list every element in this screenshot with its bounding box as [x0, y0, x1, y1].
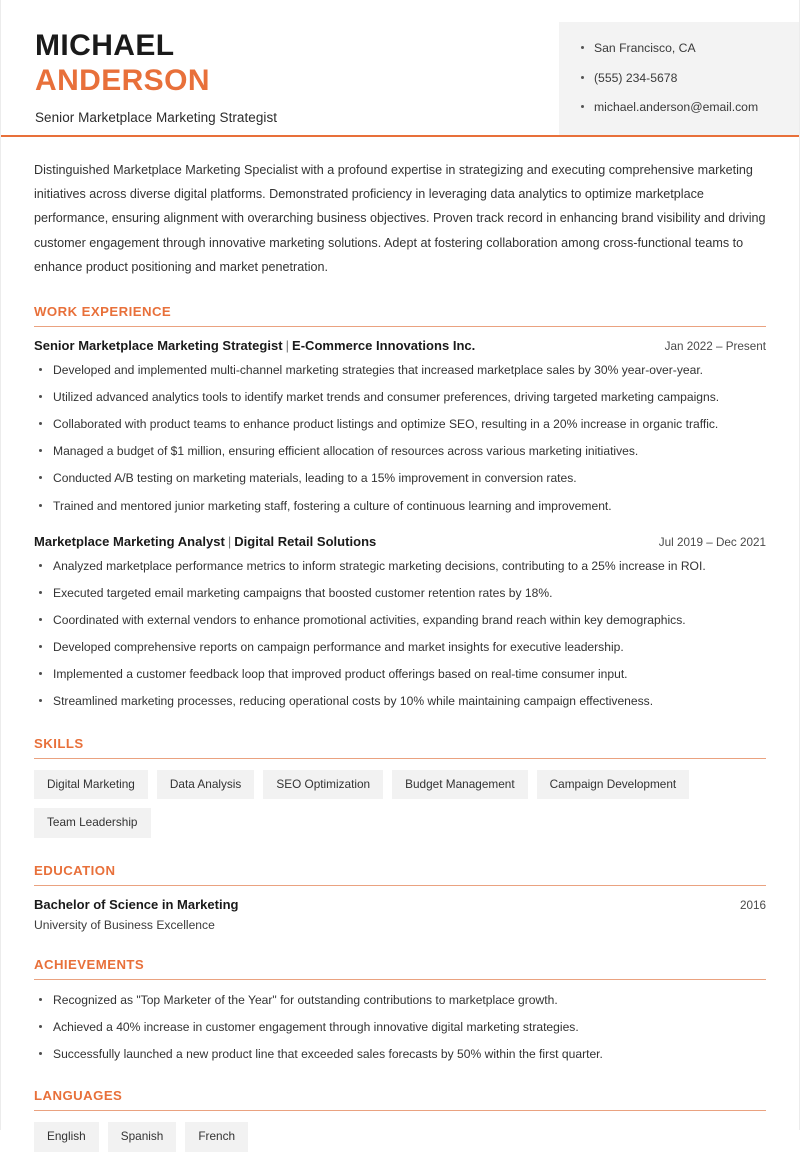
language-chip: French	[185, 1122, 248, 1152]
achievements-bullets	[34, 991, 766, 1063]
bullet-dot-icon	[39, 449, 42, 452]
experience-bullets	[34, 361, 766, 515]
list-item	[34, 361, 766, 379]
section-title-skills: SKILLS	[34, 735, 84, 751]
list-item	[34, 469, 766, 487]
section-achievements	[34, 957, 766, 1063]
experience-date: Jul 2019 – Dec 2021	[658, 535, 766, 549]
bullet-text: Streamlined marketing processes, reducing operational costs by 10% while maintaining campaign effectiveness.	[53, 694, 654, 709]
language-chip: English	[34, 1122, 99, 1152]
experience-role: Marketplace Marketing Analyst	[34, 533, 225, 549]
title-separator: |	[285, 337, 289, 353]
education-entry-header	[34, 897, 766, 912]
bullet-text: Coordinated with external vendors to enhance promotional activities, expanding brand reach within key demographics.	[53, 612, 686, 627]
bullet-text: Developed comprehensive reports on campaign performance and market insights for executive leadership.	[53, 640, 624, 655]
section-languages	[34, 1088, 766, 1152]
bullet-dot-icon	[39, 476, 42, 479]
list-item	[34, 611, 766, 629]
skill-chip: SEO Optimization	[263, 770, 383, 800]
experience-role: Senior Marketplace Marketing Strategist	[34, 337, 283, 353]
contact-location-text: San Francisco, CA	[594, 41, 696, 55]
bullet-dot-icon	[39, 998, 42, 1001]
resume-body	[1, 158, 799, 1152]
experience-entry-header	[34, 338, 766, 353]
bullet-dot-icon	[39, 395, 42, 398]
list-item	[34, 1045, 766, 1063]
bullet-text: Collaborated with product teams to enhance product listings and optimize SEO, resulting in a 20% increase in organic traffic.	[53, 417, 719, 432]
education-entry	[34, 897, 766, 932]
list-item	[34, 584, 766, 602]
bullet-dot-icon	[581, 46, 584, 49]
bullet-text: Utilized advanced analytics tools to identify market trends and consumer preferences, driving targeted marketing campaigns.	[53, 390, 720, 404]
bullet-text: Trained and mentored junior marketing staff, fostering a culture of continuous learning and improvement.	[53, 498, 612, 513]
list-item	[34, 415, 766, 433]
resume-header	[1, 0, 799, 135]
bullet-text: Executed targeted email marketing campaigns that boosted customer retention rates by 18%.	[53, 585, 553, 600]
bullet-text: Conducted A/B testing on marketing materials, leading to a 15% improvement in conversion rates.	[53, 471, 577, 486]
list-item	[34, 1018, 766, 1036]
header-divider	[1, 135, 799, 137]
bullet-text: Successfully launched a new product line that exceeded sales forecasts by 50% within the first quarter.	[53, 1046, 603, 1061]
bullet-text: Analyzed marketplace performance metrics to inform strategic marketing decisions, contributing to a 25% increase in ROI.	[53, 558, 706, 573]
header-identity	[1, 22, 277, 125]
contact-info-box	[559, 22, 799, 135]
list-item	[34, 638, 766, 656]
section-divider	[34, 758, 766, 759]
list-item	[34, 692, 766, 710]
languages-chip-list	[34, 1122, 766, 1152]
section-divider	[34, 1110, 766, 1111]
skill-chip: Team Leadership	[34, 808, 151, 838]
contact-email-text: michael.anderson@email.com	[594, 100, 759, 115]
list-item	[34, 991, 766, 1009]
section-title-work-experience: WORK EXPERIENCE	[34, 303, 172, 319]
bullet-dot-icon	[39, 368, 42, 371]
contact-phone[interactable]	[581, 70, 799, 88]
contact-email[interactable]	[581, 99, 799, 117]
skill-chip: Budget Management	[392, 770, 528, 800]
professional-title: Senior Marketplace Marketing Strategist	[35, 109, 278, 125]
bullet-dot-icon	[39, 618, 42, 621]
list-item	[34, 497, 766, 515]
bullet-dot-icon	[581, 105, 584, 108]
section-skills	[34, 736, 766, 838]
contact-location	[581, 40, 799, 58]
section-education	[34, 863, 766, 932]
experience-company: E-Commerce Innovations Inc.	[292, 337, 476, 353]
bullet-text: Implemented a customer feedback loop that improved product offerings based on real-time consumer input.	[53, 667, 628, 682]
list-item	[34, 388, 766, 406]
education-school: University of Business Excellence	[34, 917, 215, 932]
bullet-text: Achieved a 40% increase in customer engagement through innovative digital marketing strategies.	[53, 1019, 579, 1034]
bullet-dot-icon	[39, 504, 42, 507]
education-year: 2016	[739, 898, 766, 912]
last-name: ANDERSON	[35, 64, 210, 98]
skill-chip: Data Analysis	[157, 770, 254, 800]
section-divider	[34, 326, 766, 327]
education-degree: Bachelor of Science in Marketing	[34, 896, 239, 912]
title-separator: |	[227, 533, 232, 549]
experience-entry	[34, 534, 766, 711]
list-item	[34, 665, 766, 683]
bullet-text: Managed a budget of $1 million, ensuring efficient allocation of resources across various marketing initiatives.	[53, 444, 639, 459]
language-chip: Spanish	[108, 1122, 177, 1152]
professional-summary: Distinguished Marketplace Marketing Specialist with a profound expertise in strategizing and executing comprehensive marketing initiatives across diverse digital platforms. Demonstrated proficiency in leveraging data analytics to optimize marketplace performance, ensuring alignment with overarching business objectives. Proven track record in enhancing brand visibility and driving customer engagement through innovative marketing solutions. Adept at fostering collaboration among cross-functional teams to enhance product positioning and market penetration.	[34, 163, 766, 274]
experience-title-line	[34, 338, 475, 353]
experience-title-line	[34, 534, 376, 549]
section-title-languages: LANGUAGES	[34, 1088, 123, 1104]
bullet-dot-icon	[39, 1052, 42, 1055]
section-divider	[34, 885, 766, 886]
section-title-education: EDUCATION	[34, 862, 116, 878]
bullet-dot-icon	[581, 76, 584, 79]
bullet-text: Developed and implemented multi-channel marketing strategies that increased marketplace sales by 30% year-over-year.	[53, 362, 704, 377]
experience-bullets	[34, 557, 766, 711]
skills-chip-list	[34, 770, 766, 838]
bullet-dot-icon	[39, 1025, 42, 1028]
list-item	[34, 442, 766, 460]
first-name: MICHAEL	[35, 29, 175, 62]
experience-entry	[34, 338, 766, 515]
skill-chip: Digital Marketing	[34, 770, 148, 800]
section-divider	[34, 979, 766, 980]
bullet-dot-icon	[39, 591, 42, 594]
experience-entry-header	[34, 534, 766, 549]
experience-date: Jan 2022 – Present	[664, 339, 766, 353]
contact-phone-text: (555) 234-5678	[594, 70, 678, 85]
bullet-text: Recognized as "Top Marketer of the Year" for outstanding contributions to marketplace growth.	[53, 992, 558, 1007]
bullet-dot-icon	[39, 564, 42, 567]
section-work-experience	[34, 304, 766, 711]
experience-company: Digital Retail Solutions	[234, 533, 377, 549]
bullet-dot-icon	[39, 699, 42, 702]
bullet-dot-icon	[39, 672, 42, 675]
skill-chip: Campaign Development	[537, 770, 690, 800]
bullet-dot-icon	[39, 422, 42, 425]
bullet-dot-icon	[39, 645, 42, 648]
section-title-achievements: ACHIEVEMENTS	[34, 956, 145, 972]
list-item	[34, 557, 766, 575]
